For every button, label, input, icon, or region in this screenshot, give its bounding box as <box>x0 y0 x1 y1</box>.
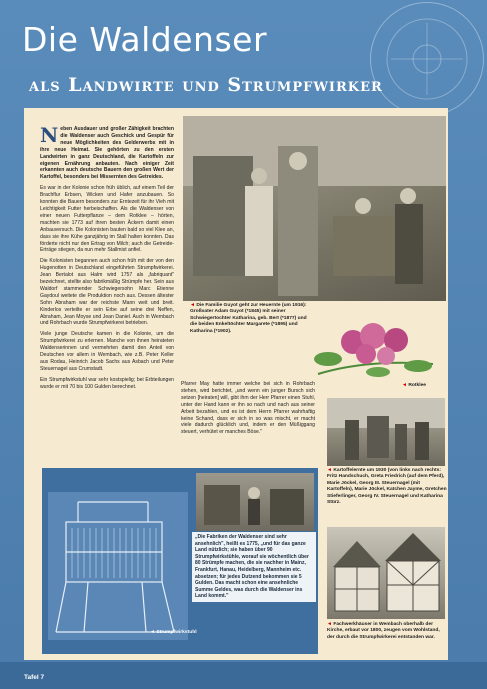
paragraph-pfarrer-may: Pfarrer May hatte immer welche bei sich in Rohrbach stehen, wird berichtet, „und wenn ein junger Bursch sich setzen [heiraten] will, gibt ihm der Herr Pfarrer einen Stuhl, unter der Hand kann er ihn so nach und nach aus seiner Arbeit bezahlen, und es ist dem Herrn Pfarrer wahrhaftig keine Schand, dass er sich in so was mischt, er macht viele dadurch glücklich und, indem er den Müßiggang steuert, verhütet er manches Böse." <box>181 381 315 436</box>
middle-column <box>181 381 315 440</box>
intro-paragraph <box>40 123 174 181</box>
paragraph-rotklee: Es war in der Kolonie schon früh üblich, auf einem Teil der Brachflur Erbsen, Wicken und Hafer anzubauen. So konnten die Bauern besonders zur Erntezeit für ihr Vieh mit Leichtigkeit Futter herbeischaffen. Als die Waldenser von einer neuen Futterpflanze – dem Rotklee – hörten, machten sie 1773 auf ihren besten Äckern damit einen Anbauversuch. Die Kolonisten bauten bald so viel Klee an, dass sie ihre Kühe ganzjährig im Stall halten konnten. Das förderte nicht nur den Ertrag von Milch; auch die Getreide-Erträge stiegen, da nun mehr Stallmist anfiel. <box>40 185 174 254</box>
loom-drawing <box>48 492 188 640</box>
photo-weaver-at-loom <box>196 473 314 531</box>
caption-family: ◄ Die Familie Guyot geht zur Heuernte (um 1916): Großvater Adam Guyot (*1845) mit seiner Schwiegertochter Katharina, geb. Bert (*1877) und die beiden Enkeltöchter Margarete (*1895) und Katharina (*1902). <box>190 302 307 334</box>
clover-illustration <box>308 314 443 384</box>
caption-kartoffelernte: ◄ Kartoffelernte um 1930 (von links nach rechts: Fritz Handschuch, Greta Friedrich (auf dem Pferd), Marie Jöckel, Georg III. Steuernagel (mit Kartoffeln), Marie Jöckel, Katchen Jayme, Gretchen Stieferlinger, Georg IV. Steuernagel und Katharina Stürz. <box>327 467 447 506</box>
panel-number: Tafel 7 <box>24 674 45 681</box>
left-column <box>40 123 174 395</box>
paragraph-junge-deutsche: Viele junge Deutsche kamen in die Kolonie, um die Strumpfwirkerei zu erlernen. Manche von ihnen heirateten Waldenserinnen und vermehrten damit den Anteil von Deutschen vor allem in Wembach, wie z.B. Peter Keller aus Rodau, Heinrich Jacob Sachs aus Asbach und Peter Steuernagel aus Crumstadt. <box>40 331 174 372</box>
footer-bar <box>0 662 487 689</box>
photo-potato-harvest <box>327 398 445 466</box>
page-title: Die Waldenser <box>22 20 268 59</box>
quote-box: „Die Fabriken der Waldenser sind sehr ansehnlich", heißt es 1775, „und für das ganze Land nützlich; sie haben über 90 Strumpfwirkstühle, worauf sie wöchentlich über 80 Strümpfe machen, die sie nachher in Mainz, Frankfurt, Hanau, Heidelberg, Mannheim etc. absetzen; für jedes Dutzend bekommen sie 5 Gulden. Das macht schon eine ansehnliche Summe Geldes, was durch die Waldenser ins Land kommt." <box>192 532 316 602</box>
paragraph-kostspielig: Ein Strumpfwirkstuhl war sehr kostspielig; bei Erbteilungen wurde er mit 70 bis 100 Gulden berechnet. <box>40 376 174 390</box>
waldenser-seal-watermark <box>370 2 484 116</box>
caption-marker-icon: ◄ <box>190 302 197 308</box>
photo-half-timbered-houses <box>327 527 445 619</box>
dropcap-letter: N <box>40 123 59 147</box>
caption-rotklee: ◄ Rotklee <box>402 382 427 388</box>
paragraph-strumpfwirkerei: Die Kolonisten begannen auch schon früh mit der von den Hugenotten in Deutschland eingeführten Strumpfwirkerei. Jean Bertalot aus Halm wird 1757 als „fabriquant" bezeichnet, stellte also fabrikmäßig Strümpfe her. Sein aus Waldorf stammender Schwiegersohn Marc Etienne Gaydoul weitete die Produktion noch aus. Dessen ältester Sohn Abraham war der reichste Mann weit und breit. Kinderlos verteilte er sein Erbe auf seine drei Neffen, Abraham, Jean Moyse und Jean Daniel. Auch in Wembach und Rohrbach wurde Strumpfwirkerei betrieben. <box>40 258 174 327</box>
caption-strumpfwirkstuhl: ◄ Strumpfwirkstuhl <box>150 629 197 635</box>
intro-lead-text: eben Ausdauer und großer Zähigkeit brachten die Waldenser auch Geschick und Gespür für neue Möglichkeiten des Gelderwerbs mit in ihre neue Heimat. Sie gehörten zu den ersten Landwirten in ganz Deutschland, die Kartoffeln zur eigenen Ernährung anbauten. Nach einiger Zeit erkannten auch deutsche Bauern den großen Wert der Kartoffel, besonders bei Missernten des Getreides. <box>40 126 174 181</box>
caption-fachwerkhaeuser: ◄ Fachwerkhäuser in Wembach oberhalb der Kirche, erbaut vor 1800, zeugen vom Wohlstand, der durch die Strumpfwirkerei entstanden war. <box>327 621 440 640</box>
photo-family-hay-harvest <box>183 116 446 301</box>
page-subtitle: als Landwirte und Strumpfwirker <box>29 74 383 96</box>
